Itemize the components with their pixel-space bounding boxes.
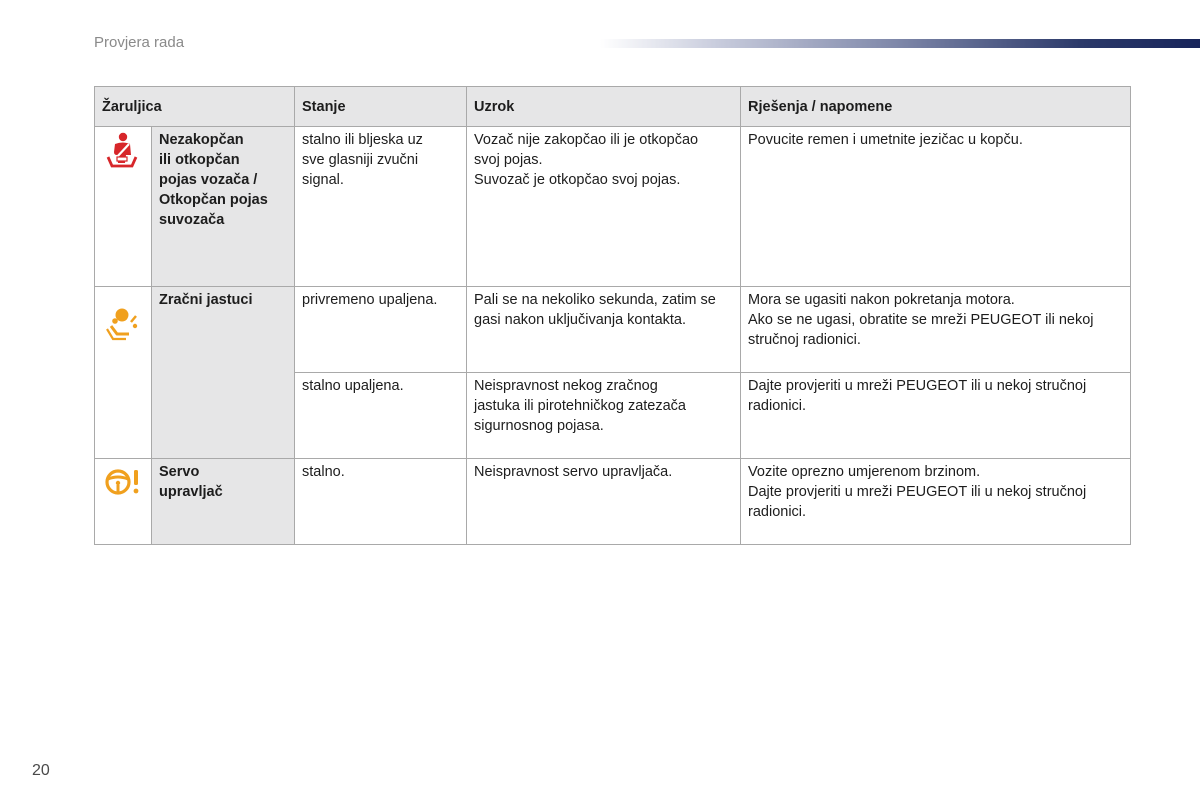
icon-cell [95,127,152,287]
table-header-row [95,87,1131,127]
airbag-warning-icon [102,305,142,345]
cause-cell: Neispravnost nekog zračnog jastuka ili pirotehničkog zatezača sigurnosnog pojasa. [467,373,741,459]
warning-lamps-table [94,86,1131,545]
page-number: 20 [32,762,50,779]
cause-cell: Pali se na nekoliko sekunda, zatim se gasi nakon uključivanja kontakta. [467,287,741,373]
solution-cell: Dajte provjeriti u mreži PEUGEOT ili u nekoj stručnoj radionici. [741,373,1131,459]
solution-cell: Mora se ugasiti nakon pokretanja motora. Ako se ne ugasi, obratite se mreži PEUGEOT ili nekoj stručnoj radionici. [741,287,1131,373]
state-cell: stalno upaljena. [295,373,467,459]
state-cell: privremeno upaljena. [295,287,467,373]
table-row [95,459,1131,545]
lamp-name-seatbelt: Nezakopčan ili otkopčan pojas vozača / Otkopčan pojas suvozača [152,127,295,287]
solution-cell: Povucite remen i umetnite jezičac u kopču. [741,127,1131,287]
lamp-name-airbags: Zračni jastuci [152,287,295,459]
icon-cell [95,287,152,459]
column-header-state: Stanje [295,87,467,127]
column-header-solution: Rješenja / napomene [741,87,1131,127]
column-header-cause: Uzrok [467,87,741,127]
solution-cell: Vozite oprezno umjerenom brzinom. Dajte provjeriti u mreži PEUGEOT ili u nekoj stručnoj radionici. [741,459,1131,545]
section-title: Provjera rada [94,34,185,51]
lamp-name-steering: Servo upravljač [152,459,295,545]
column-header-lamp: Žaruljica [95,87,295,127]
header-gradient-bar [600,39,1200,48]
table-row [95,127,1131,287]
state-cell: stalno. [295,459,467,545]
icon-cell [95,459,152,545]
power-steering-warning-icon [102,462,142,502]
cause-cell: Vozač nije zakopčao ili je otkopčao svoj pojas. Suvozač je otkopčao svoj pojas. [467,127,741,287]
cause-cell: Neispravnost servo upravljača. [467,459,741,545]
seatbelt-warning-icon [102,130,142,170]
state-cell: stalno ili bljeska uz sve glasniji zvučni signal. [295,127,467,287]
table-row [95,287,1131,373]
